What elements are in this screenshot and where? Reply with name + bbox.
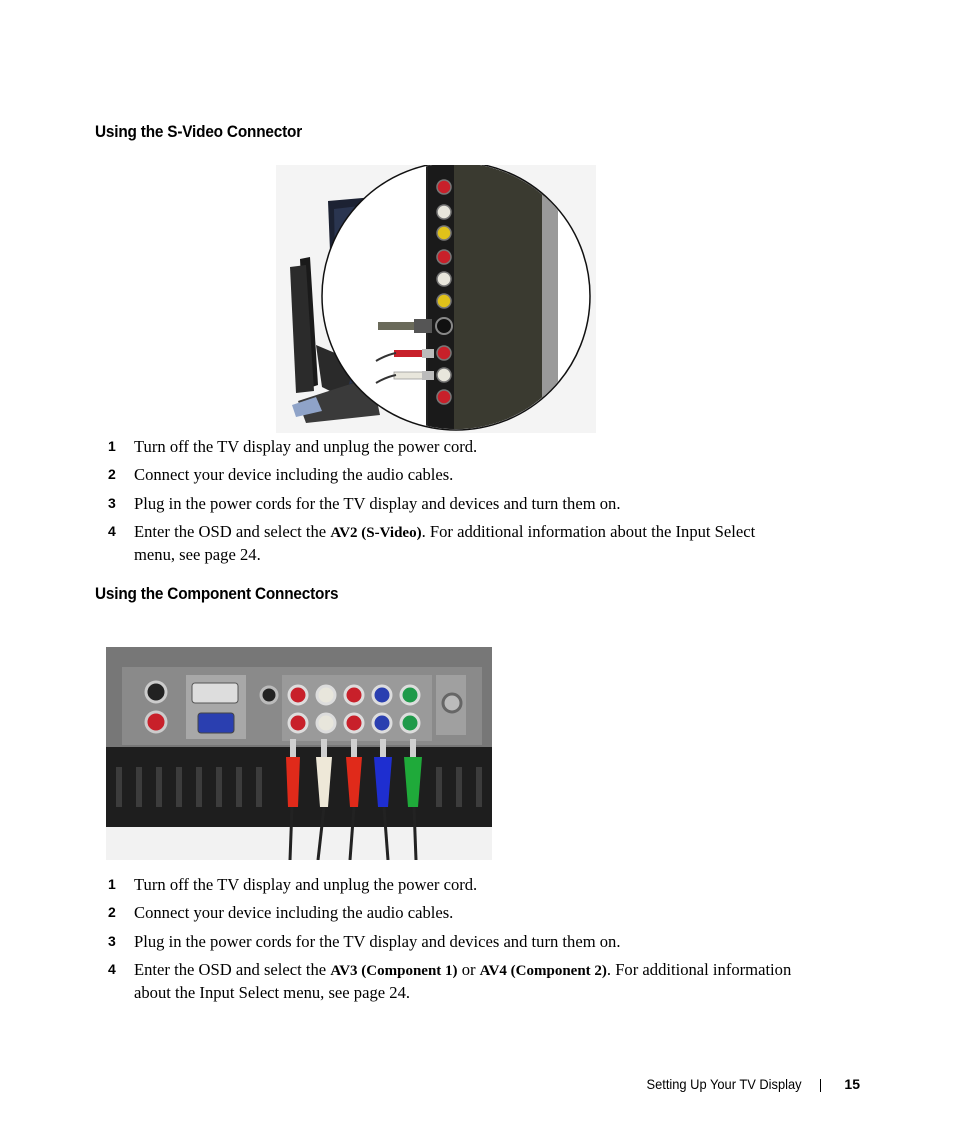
step-text-pre: Enter the OSD and select the xyxy=(134,960,331,979)
step-text: Turn off the TV display and unplug the power cord. xyxy=(134,875,478,894)
step-number: 3 xyxy=(108,495,116,511)
section-heading-component: Using the Component Connectors xyxy=(95,585,339,603)
component-connector-photo xyxy=(106,647,492,860)
svideo-step-2 xyxy=(108,464,798,485)
step-text: Connect your device including the audio cables. xyxy=(134,465,454,484)
step-number: 1 xyxy=(108,438,116,454)
component-step-4 xyxy=(108,959,798,1003)
step-text-post: . For additional information about the Input Select menu, see page 24. xyxy=(134,522,756,564)
page-footer xyxy=(600,1076,860,1096)
section-heading-svideo: Using the S-Video Connector xyxy=(95,123,302,141)
menu-option-av2: AV2 (S-Video) xyxy=(330,525,422,541)
component-step-1 xyxy=(108,874,798,895)
step-number: 1 xyxy=(108,876,116,892)
step-number: 4 xyxy=(108,523,116,539)
svideo-step-4 xyxy=(108,521,798,565)
page-number: 15 xyxy=(844,1076,860,1092)
step-text xyxy=(134,521,798,565)
step-number: 2 xyxy=(108,466,116,482)
step-text: Turn off the TV display and unplug the power cord. xyxy=(134,437,478,456)
footer-separator xyxy=(820,1079,821,1092)
svideo-step-1 xyxy=(108,436,798,457)
svideo-step-3 xyxy=(108,493,798,514)
step-text-post: . For additional information about the Input Select menu, see page 24. xyxy=(134,960,792,1002)
step-number: 3 xyxy=(108,933,116,949)
component-step-3 xyxy=(108,931,798,952)
component-step-2 xyxy=(108,902,798,923)
step-text-pre: Enter the OSD and select the xyxy=(134,522,331,541)
svideo-connector-illustration xyxy=(276,165,596,433)
step-number: 2 xyxy=(108,904,116,920)
menu-option-av4: AV4 (Component 2) xyxy=(479,963,607,979)
step-text-mid: or xyxy=(457,960,480,979)
step-text xyxy=(134,959,798,1003)
menu-option-av3: AV3 (Component 1) xyxy=(330,963,458,979)
step-text: Connect your device including the audio cables. xyxy=(134,903,454,922)
step-number: 4 xyxy=(108,961,116,977)
step-text: Plug in the power cords for the TV display and devices and turn them on. xyxy=(134,494,621,513)
footer-title: Setting Up Your TV Display xyxy=(646,1076,802,1092)
step-text: Plug in the power cords for the TV display and devices and turn them on. xyxy=(134,932,621,951)
